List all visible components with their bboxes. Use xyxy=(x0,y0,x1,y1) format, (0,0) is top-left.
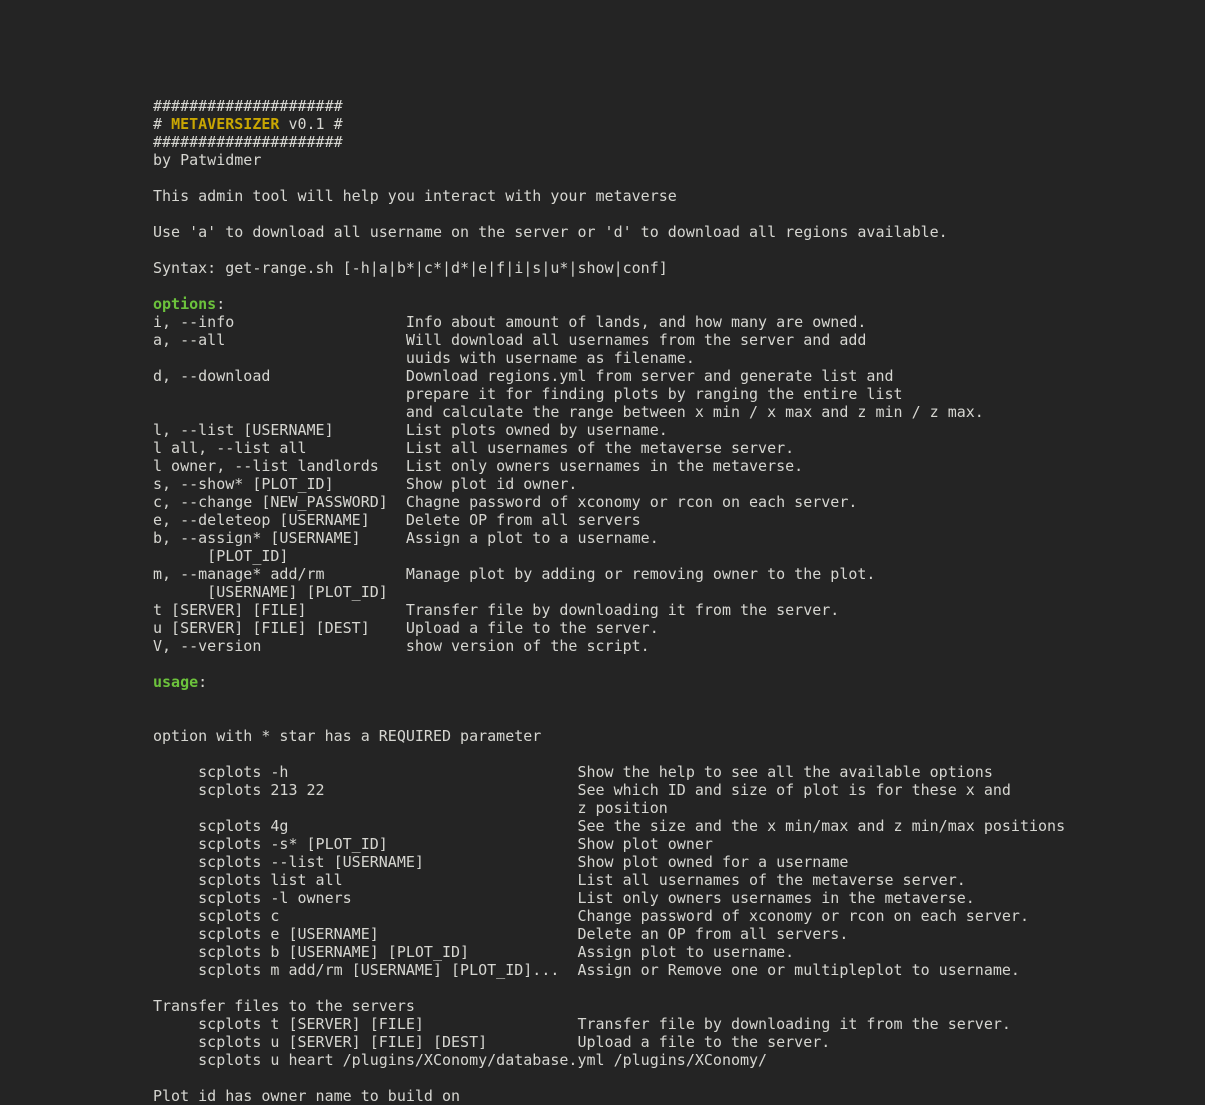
terminal-text: scplots 4g See the size and the x min/max and z min/max positions xyxy=(153,817,1066,835)
terminal-line xyxy=(153,547,1065,565)
terminal-line xyxy=(153,979,1065,997)
terminal-line xyxy=(153,673,1065,691)
terminal-line xyxy=(153,277,1065,295)
terminal-line xyxy=(153,925,1065,943)
terminal-line xyxy=(153,385,1065,403)
terminal-line xyxy=(153,997,1065,1015)
terminal-text: scplots t [SERVER] [FILE] Transfer file by downloading it from the server. xyxy=(153,1015,1011,1033)
terminal-line xyxy=(153,205,1065,223)
terminal-text: V, --version show version of the script. xyxy=(153,637,650,655)
terminal-line xyxy=(153,241,1065,259)
terminal-text: e, --deleteop [USERNAME] Delete OP from all servers xyxy=(153,511,641,529)
terminal-text: l, --list [USERNAME] List plots owned by username. xyxy=(153,421,668,439)
terminal-line xyxy=(153,259,1065,277)
terminal-line xyxy=(153,97,1065,115)
terminal-text: scplots e [USERNAME] Delete an OP from all servers. xyxy=(153,925,849,943)
terminal-text: scplots --list [USERNAME] Show plot owned for a username xyxy=(153,853,849,871)
terminal-line xyxy=(153,349,1065,367)
terminal-line xyxy=(153,565,1065,583)
terminal-text: scplots b [USERNAME] [PLOT_ID] Assign plot to username. xyxy=(153,943,795,961)
terminal-line xyxy=(153,619,1065,637)
terminal-text: scplots -h Show the help to see all the available options xyxy=(153,763,993,781)
terminal-line xyxy=(153,763,1065,781)
terminal-text: and calculate the range between x min / x max and z min / z max. xyxy=(153,403,984,421)
terminal-text: scplots c Change password of xconomy or rcon on each server. xyxy=(153,907,1029,925)
terminal-text: : xyxy=(198,673,208,691)
terminal-text: v0.1 # xyxy=(279,115,343,133)
terminal-line xyxy=(153,691,1065,709)
terminal-line xyxy=(153,601,1065,619)
terminal-line xyxy=(153,529,1065,547)
terminal-line xyxy=(153,835,1065,853)
terminal-text: d, --download Download regions.yml from server and generate list and xyxy=(153,367,894,385)
terminal-text: [USERNAME] [PLOT_ID] xyxy=(153,583,388,601)
terminal-text: # xyxy=(153,115,172,133)
terminal-text: Plot id has owner name to build on xyxy=(153,1087,461,1105)
terminal-line xyxy=(153,637,1065,655)
terminal-line xyxy=(153,1087,1065,1105)
terminal-line xyxy=(153,799,1065,817)
terminal-text: ##################### xyxy=(153,97,343,115)
terminal-line xyxy=(153,727,1065,745)
terminal-output xyxy=(153,97,1065,1105)
terminal-line xyxy=(153,133,1065,151)
terminal-line xyxy=(153,115,1065,133)
terminal-text: Use 'a' to download all username on the server or 'd' to download all regions available. xyxy=(153,223,948,241)
terminal-text: ##################### xyxy=(153,133,343,151)
terminal-text: scplots m add/rm [USERNAME] [PLOT_ID]... Assign or Remove one or multipleplot to username. xyxy=(153,961,1020,979)
terminal-text: scplots 213 22 See which ID and size of plot is for these x and xyxy=(153,781,1011,799)
terminal-line xyxy=(153,151,1065,169)
terminal-text: m, --manage* add/rm Manage plot by adding or removing owner to the plot. xyxy=(153,565,876,583)
terminal-line xyxy=(153,907,1065,925)
terminal-text: Syntax: get-range.sh [-h|a|b*|c*|d*|e|f|i|s|u*|show|conf] xyxy=(153,259,668,277)
terminal-line xyxy=(153,367,1065,385)
terminal-line xyxy=(153,817,1065,835)
terminal-line xyxy=(153,187,1065,205)
terminal-line xyxy=(153,583,1065,601)
terminal-line xyxy=(153,169,1065,187)
terminal-line xyxy=(153,655,1065,673)
terminal-text: a, --all Will download all usernames from the server and add xyxy=(153,331,867,349)
terminal-text: [PLOT_ID] xyxy=(153,547,289,565)
terminal-text: : xyxy=(216,295,226,313)
terminal-line xyxy=(153,223,1065,241)
terminal-line xyxy=(153,781,1065,799)
terminal-text: by Patwidmer xyxy=(153,151,262,169)
terminal-text: b, --assign* [USERNAME] Assign a plot to a username. xyxy=(153,529,659,547)
terminal-text: prepare it for finding plots by ranging the entire list xyxy=(153,385,903,403)
terminal-line xyxy=(153,439,1065,457)
terminal-text: scplots list all List all usernames of the metaverse server. xyxy=(153,871,966,889)
terminal-line xyxy=(153,961,1065,979)
terminal-line xyxy=(153,295,1065,313)
terminal-line xyxy=(153,709,1065,727)
terminal-line xyxy=(153,1069,1065,1087)
terminal-text: uuids with username as filename. xyxy=(153,349,695,367)
terminal-line xyxy=(153,313,1065,331)
terminal-text: u [SERVER] [FILE] [DEST] Upload a file to the server. xyxy=(153,619,659,637)
terminal-line xyxy=(153,331,1065,349)
terminal-text: c, --change [NEW_PASSWORD] Chagne password of xconomy or rcon on each server. xyxy=(153,493,858,511)
terminal-line xyxy=(153,745,1065,763)
terminal-text: option with * star has a REQUIRED parameter xyxy=(153,727,542,745)
terminal-line xyxy=(153,853,1065,871)
terminal-text: scplots u [SERVER] [FILE] [DEST] Upload a file to the server. xyxy=(153,1033,831,1051)
terminal-text: scplots u heart /plugins/XConomy/database.yml /plugins/XConomy/ xyxy=(153,1051,768,1069)
terminal-line xyxy=(153,457,1065,475)
terminal-line xyxy=(153,1033,1065,1051)
section-heading-text: usage xyxy=(153,673,199,691)
terminal-text: i, --info Info about amount of lands, and how many are owned. xyxy=(153,313,867,331)
terminal-line xyxy=(153,421,1065,439)
terminal-text: s, --show* [PLOT_ID] Show plot id owner. xyxy=(153,475,578,493)
terminal-line xyxy=(153,475,1065,493)
terminal-line xyxy=(153,1015,1065,1033)
terminal-text: l all, --list all List all usernames of the metaverse server. xyxy=(153,439,795,457)
terminal-text: This admin tool will help you interact with your metaverse xyxy=(153,187,677,205)
terminal-line xyxy=(153,403,1065,421)
terminal-text: l owner, --list landlords List only owners usernames in the metaverse. xyxy=(153,457,804,475)
terminal-text: t [SERVER] [FILE] Transfer file by downloading it from the server. xyxy=(153,601,840,619)
section-heading-text: options xyxy=(153,295,217,313)
terminal-text: Transfer files to the servers xyxy=(153,997,415,1015)
terminal-line xyxy=(153,889,1065,907)
app-title-text: METAVERSIZER xyxy=(171,115,280,133)
terminal-line xyxy=(153,511,1065,529)
terminal-text: scplots -s* [PLOT_ID] Show plot owner xyxy=(153,835,713,853)
terminal-text: scplots -l owners List only owners usernames in the metaverse. xyxy=(153,889,975,907)
terminal-line xyxy=(153,493,1065,511)
terminal-text: z position xyxy=(153,799,668,817)
terminal-line xyxy=(153,871,1065,889)
terminal-line xyxy=(153,943,1065,961)
terminal-line xyxy=(153,1051,1065,1069)
